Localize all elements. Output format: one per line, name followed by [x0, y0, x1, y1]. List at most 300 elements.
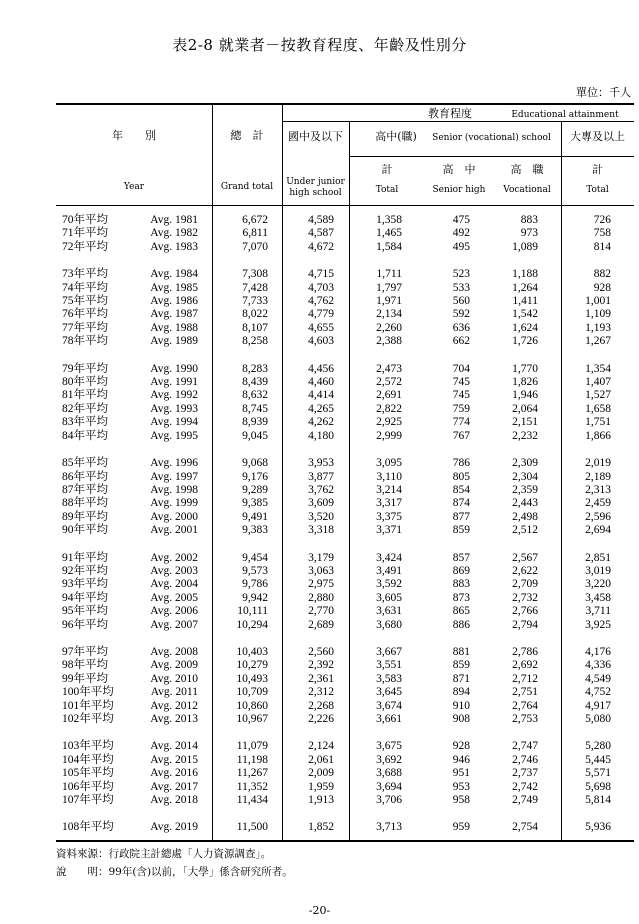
value-cell: 874	[452, 497, 470, 510]
value-cell: 5,080	[585, 713, 611, 725]
year-zh-cell: 88年平均	[62, 497, 108, 510]
table-row	[56, 565, 617, 578]
group-spacer	[56, 807, 617, 821]
value-cell: 1,411	[512, 295, 538, 308]
value-cell: 2,732	[512, 591, 538, 604]
value-cell: 745	[452, 376, 470, 389]
table-row	[56, 700, 617, 713]
value-cell: 908	[452, 713, 470, 725]
value-cell: 814	[593, 240, 611, 253]
unit-label: 單位：千人	[576, 86, 631, 99]
table-row	[56, 659, 617, 672]
value-cell: 4,672	[308, 240, 334, 253]
header-total-zh: 總 計	[230, 129, 264, 142]
year-zh-cell: 99年平均	[62, 672, 108, 685]
value-cell: 865	[452, 605, 470, 618]
table-row	[56, 619, 617, 632]
value-cell: 953	[452, 780, 470, 793]
header-vocational-en: Vocational	[503, 185, 551, 195]
value-cell: 3,675	[376, 740, 402, 753]
value-cell: 3,661	[376, 713, 402, 725]
value-cell: 3,371	[376, 524, 402, 537]
year-en-cell: Avg. 1989	[150, 335, 198, 348]
value-cell: 2,751	[512, 686, 538, 699]
value-cell: 523	[452, 268, 470, 281]
group-spacer	[56, 349, 617, 363]
value-cell: 1,001	[585, 295, 611, 308]
value-cell: 2,691	[376, 389, 402, 402]
value-cell: 2,794	[512, 618, 538, 631]
value-cell: 2,747	[512, 740, 538, 753]
table-row	[56, 389, 617, 402]
value-cell: 1,264	[512, 281, 538, 294]
value-cell: 4,180	[308, 429, 334, 442]
year-zh-cell: 104年平均	[62, 753, 114, 766]
table-row	[56, 592, 617, 605]
value-cell: 894	[452, 686, 470, 699]
value-cell: 8,107	[242, 321, 268, 334]
value-cell: 2,560	[308, 645, 334, 658]
year-zh-cell: 78年平均	[62, 335, 108, 348]
year-en-cell: Avg. 1996	[150, 457, 198, 470]
value-cell: 4,603	[308, 335, 334, 348]
table-row	[56, 781, 617, 794]
table-row	[56, 686, 617, 699]
value-cell: 2,786	[512, 645, 538, 658]
table-row	[56, 308, 617, 321]
value-cell: 11,500	[236, 821, 268, 834]
value-cell: 9,454	[242, 551, 268, 564]
value-cell: 2,689	[308, 618, 334, 631]
value-cell: 9,068	[242, 457, 268, 470]
value-cell: 859	[452, 524, 470, 537]
value-cell: 5,571	[585, 767, 611, 780]
value-cell: 8,939	[242, 416, 268, 429]
value-cell: 3,551	[376, 659, 402, 672]
year-zh-cell: 92年平均	[62, 564, 108, 577]
value-cell: 3,491	[376, 564, 402, 577]
value-cell: 3,692	[376, 753, 402, 766]
header-total-en: Grand total	[220, 182, 274, 192]
table-row	[56, 335, 617, 348]
value-cell: 9,786	[242, 578, 268, 591]
value-cell: 3,318	[308, 524, 334, 537]
value-cell: 2,567	[512, 551, 538, 564]
value-cell: 4,762	[308, 295, 334, 308]
year-zh-cell: 73年平均	[62, 268, 108, 281]
value-cell: 2,622	[512, 564, 538, 577]
year-en-cell: Avg. 1982	[150, 227, 198, 240]
value-cell: 2,124	[308, 740, 334, 753]
value-cell: 928	[593, 281, 611, 294]
value-cell: 2,712	[512, 672, 538, 685]
year-zh-cell: 79年平均	[62, 362, 108, 375]
value-cell: 7,733	[242, 295, 268, 308]
value-cell: 4,779	[308, 308, 334, 321]
remark-note: 說 明：99年(含)以前，「大學」係含研究所者。	[56, 866, 293, 878]
value-cell: 2,925	[376, 416, 402, 429]
year-zh-cell: 100年平均	[62, 686, 114, 699]
value-cell: 6,672	[242, 214, 268, 226]
value-cell: 2,064	[512, 402, 538, 415]
group-spacer	[56, 443, 617, 457]
year-en-cell: Avg. 1985	[150, 281, 198, 294]
table-row	[56, 578, 617, 591]
value-cell: 11,352	[236, 780, 268, 793]
value-cell: 1,267	[585, 335, 611, 348]
value-cell: 4,262	[308, 416, 334, 429]
value-cell: 2,512	[512, 524, 538, 537]
year-zh-cell: 108年平均	[62, 821, 114, 834]
year-en-cell: Avg. 1992	[150, 389, 198, 402]
value-cell: 1,358	[376, 214, 402, 226]
value-cell: 871	[452, 672, 470, 685]
value-cell: 951	[452, 767, 470, 780]
value-cell: 1,527	[585, 389, 611, 402]
year-en-cell: Avg. 1994	[150, 416, 198, 429]
year-zh-cell: 89年平均	[62, 510, 108, 523]
group-spacer	[56, 726, 617, 740]
table-row	[56, 605, 617, 618]
value-cell: 1,797	[376, 281, 402, 294]
year-zh-cell: 106年平均	[62, 780, 114, 793]
value-cell: 4,715	[308, 268, 334, 281]
value-cell: 3,592	[376, 578, 402, 591]
year-zh-cell: 96年平均	[62, 618, 108, 631]
value-cell: 2,822	[376, 402, 402, 415]
table-row	[56, 794, 617, 807]
year-zh-cell: 98年平均	[62, 659, 108, 672]
header-year-zh: 年 別	[112, 129, 156, 142]
value-cell: 2,361	[308, 672, 334, 685]
value-cell: 9,289	[242, 483, 268, 496]
value-cell: 1,770	[512, 362, 538, 375]
value-cell: 3,583	[376, 672, 402, 685]
year-zh-cell: 87年平均	[62, 483, 108, 496]
header-senior-high-en: Senior high	[432, 185, 486, 195]
page-number: -20-	[308, 904, 331, 917]
value-cell: 2,498	[512, 510, 538, 523]
value-cell: 10,493	[236, 672, 268, 685]
year-en-cell: Avg. 1981	[150, 214, 198, 226]
value-cell: 4,336	[585, 659, 611, 672]
value-cell: 726	[593, 214, 611, 226]
value-cell: 3,680	[376, 618, 402, 631]
value-cell: 959	[452, 821, 470, 834]
value-cell: 2,851	[585, 551, 611, 564]
value-cell: 3,706	[376, 794, 402, 807]
value-cell: 2,754	[512, 821, 538, 834]
value-cell: 8,745	[242, 402, 268, 415]
value-cell: 9,573	[242, 564, 268, 577]
year-zh-cell: 82年平均	[62, 402, 108, 415]
header-year-en: Year	[123, 182, 145, 192]
value-cell: 492	[452, 227, 470, 240]
table-row	[56, 282, 617, 295]
year-zh-cell: 86年平均	[62, 470, 108, 483]
year-en-cell: Avg. 1990	[150, 362, 198, 375]
value-cell: 928	[452, 740, 470, 753]
value-cell: 9,491	[242, 510, 268, 523]
data-table	[56, 214, 617, 835]
value-cell: 3,631	[376, 605, 402, 618]
value-cell: 11,079	[236, 740, 268, 753]
group-spacer	[56, 254, 617, 268]
value-cell: 636	[452, 321, 470, 334]
table-row	[56, 552, 617, 565]
year-en-cell: Avg. 2009	[150, 659, 198, 672]
table-row	[56, 241, 617, 254]
value-cell: 5,445	[585, 753, 611, 766]
value-cell: 2,770	[308, 605, 334, 618]
value-cell: 2,999	[376, 429, 402, 442]
year-en-cell: Avg. 2019	[150, 821, 198, 834]
value-cell: 9,942	[242, 591, 268, 604]
year-en-cell: Avg. 2010	[150, 672, 198, 685]
value-cell: 10,403	[236, 645, 268, 658]
value-cell: 4,917	[585, 699, 611, 712]
value-cell: 3,674	[376, 699, 402, 712]
value-cell: 8,258	[242, 335, 268, 348]
value-cell: 8,632	[242, 389, 268, 402]
value-cell: 2,753	[512, 713, 538, 725]
table-row	[56, 673, 617, 686]
year-en-cell: Avg. 2003	[150, 564, 198, 577]
value-cell: 5,698	[585, 780, 611, 793]
year-zh-cell: 90年平均	[62, 524, 108, 537]
value-cell: 2,459	[585, 497, 611, 510]
source-note: 資料來源：行政院主計總處「人力資源調查」。	[56, 848, 272, 860]
year-en-cell: Avg. 1997	[150, 470, 198, 483]
value-cell: 1,913	[308, 794, 334, 807]
value-cell: 1,711	[376, 268, 402, 281]
year-en-cell: Avg. 2002	[150, 551, 198, 564]
value-cell: 886	[452, 618, 470, 631]
header-junior-en-2: high school	[289, 188, 342, 198]
header-sub-total-zh: 計	[381, 163, 393, 176]
value-cell: 7,070	[242, 240, 268, 253]
year-en-cell: Avg. 1983	[150, 240, 198, 253]
value-cell: 2,061	[308, 753, 334, 766]
value-cell: 2,392	[308, 659, 334, 672]
value-cell: 1,407	[585, 376, 611, 389]
year-zh-cell: 85年平均	[62, 457, 108, 470]
value-cell: 2,009	[308, 767, 334, 780]
year-en-cell: Avg. 2016	[150, 767, 198, 780]
year-en-cell: Avg. 2004	[150, 578, 198, 591]
value-cell: 9,045	[242, 429, 268, 442]
table-row	[56, 484, 617, 497]
table-row	[56, 227, 617, 240]
year-en-cell: Avg. 2011	[150, 686, 198, 699]
value-cell: 2,692	[512, 659, 538, 672]
value-cell: 1,089	[512, 240, 538, 253]
value-cell: 4,703	[308, 281, 334, 294]
table-row	[56, 767, 617, 780]
value-cell: 1,193	[585, 321, 611, 334]
value-cell: 2,746	[512, 753, 538, 766]
year-en-cell: Avg. 2014	[150, 740, 198, 753]
table-row	[56, 268, 617, 281]
value-cell: 495	[452, 240, 470, 253]
value-cell: 4,456	[308, 362, 334, 375]
value-cell: 10,709	[236, 686, 268, 699]
year-zh-cell: 70年平均	[62, 214, 108, 226]
value-cell: 4,587	[308, 227, 334, 240]
value-cell: 2,694	[585, 524, 611, 537]
value-cell: 5,814	[585, 794, 611, 807]
value-cell: 6,811	[242, 227, 268, 240]
year-en-cell: Avg. 2005	[150, 591, 198, 604]
table-row	[56, 430, 617, 443]
value-cell: 2,880	[308, 591, 334, 604]
year-zh-cell: 80年平均	[62, 376, 108, 389]
value-cell: 1,959	[308, 780, 334, 793]
year-zh-cell: 103年平均	[62, 740, 114, 753]
year-en-cell: Avg. 1991	[150, 376, 198, 389]
value-cell: 11,434	[236, 794, 268, 807]
table-row	[56, 322, 617, 335]
year-en-cell: Avg. 1999	[150, 497, 198, 510]
header-junior-zh: 國中及以下	[288, 130, 343, 143]
value-cell: 2,709	[512, 578, 538, 591]
year-zh-cell: 105年平均	[62, 767, 114, 780]
value-cell: 2,309	[512, 457, 538, 470]
value-cell: 2,473	[376, 362, 402, 375]
year-en-cell: Avg. 2007	[150, 618, 198, 631]
year-en-cell: Avg. 1988	[150, 321, 198, 334]
value-cell: 5,280	[585, 740, 611, 753]
value-cell: 4,752	[585, 686, 611, 699]
year-zh-cell: 107年平均	[62, 794, 114, 807]
year-zh-cell: 84年平均	[62, 429, 108, 442]
value-cell: 8,022	[242, 308, 268, 321]
value-cell: 2,313	[585, 483, 611, 496]
year-zh-cell: 77年平均	[62, 321, 108, 334]
value-cell: 3,694	[376, 780, 402, 793]
value-cell: 958	[452, 794, 470, 807]
table-row	[56, 646, 617, 659]
value-cell: 1,866	[585, 429, 611, 442]
value-cell: 883	[452, 578, 470, 591]
value-cell: 1,971	[376, 295, 402, 308]
value-cell: 1,584	[376, 240, 402, 253]
value-cell: 3,667	[376, 645, 402, 658]
value-cell: 3,063	[308, 564, 334, 577]
year-en-cell: Avg. 1993	[150, 402, 198, 415]
bottom-rule	[56, 840, 634, 842]
table-row	[56, 740, 617, 753]
value-cell: 3,645	[376, 686, 402, 699]
value-cell: 1,542	[512, 308, 538, 321]
header-bottom-rule	[56, 205, 634, 206]
value-cell: 5,936	[585, 821, 611, 834]
value-cell: 4,655	[308, 321, 334, 334]
value-cell: 2,134	[376, 308, 402, 321]
value-cell: 10,860	[236, 699, 268, 712]
table-row	[56, 403, 617, 416]
table-row	[56, 713, 617, 726]
value-cell: 3,179	[308, 551, 334, 564]
value-cell: 774	[452, 416, 470, 429]
year-zh-cell: 93年平均	[62, 578, 108, 591]
year-en-cell: Avg. 2006	[150, 605, 198, 618]
value-cell: 759	[452, 402, 470, 415]
value-cell: 2,268	[308, 699, 334, 712]
value-cell: 1,624	[512, 321, 538, 334]
value-cell: 7,428	[242, 281, 268, 294]
value-cell: 3,220	[585, 578, 611, 591]
value-cell: 2,260	[376, 321, 402, 334]
value-cell: 7,308	[242, 268, 268, 281]
value-cell: 2,151	[512, 416, 538, 429]
table-row	[56, 376, 617, 389]
value-cell: 2,742	[512, 780, 538, 793]
year-zh-cell: 83年平均	[62, 416, 108, 429]
header-edu-zh: 教育程度	[428, 107, 472, 120]
value-cell: 9,385	[242, 497, 268, 510]
value-cell: 9,383	[242, 524, 268, 537]
header-college-total-zh: 計	[592, 163, 603, 176]
table-title: 表2-8 就業者－按教育程度、年齡及性別分	[172, 36, 467, 54]
value-cell: 10,279	[236, 659, 268, 672]
value-cell: 2,312	[308, 686, 334, 699]
year-en-cell: Avg. 2008	[150, 645, 198, 658]
table-row	[56, 471, 617, 484]
value-cell: 857	[452, 551, 470, 564]
value-cell: 2,737	[512, 767, 538, 780]
value-cell: 1,658	[585, 402, 611, 415]
year-en-cell: Avg. 1984	[150, 268, 198, 281]
value-cell: 758	[593, 227, 611, 240]
header-senior-high-zh: 高 中	[442, 163, 476, 176]
year-zh-cell: 75年平均	[62, 295, 108, 308]
value-cell: 910	[452, 699, 470, 712]
header-college-total-en: Total	[586, 185, 609, 195]
table-row	[56, 363, 617, 376]
header-junior-en-1: Under junior	[286, 177, 345, 187]
year-zh-cell: 72年平均	[62, 240, 108, 253]
value-cell: 662	[452, 335, 470, 348]
group-spacer	[56, 632, 617, 646]
value-cell: 704	[452, 362, 470, 375]
value-cell: 2,764	[512, 699, 538, 712]
year-zh-cell: 94年平均	[62, 591, 108, 604]
value-cell: 2,232	[512, 429, 538, 442]
value-cell: 3,953	[308, 457, 334, 470]
value-cell: 2,572	[376, 376, 402, 389]
value-cell: 1,465	[376, 227, 402, 240]
value-cell: 973	[520, 227, 538, 240]
year-en-cell: Avg. 2017	[150, 780, 198, 793]
value-cell: 2,304	[512, 470, 538, 483]
sub-rule	[349, 156, 634, 157]
value-cell: 475	[452, 214, 470, 226]
year-zh-cell: 91年平均	[62, 551, 108, 564]
value-cell: 3,605	[376, 591, 402, 604]
value-cell: 869	[452, 564, 470, 577]
table-row	[56, 524, 617, 537]
year-en-cell: Avg. 2000	[150, 510, 198, 523]
year-zh-cell: 102年平均	[62, 713, 114, 725]
year-zh-cell: 95年平均	[62, 605, 108, 618]
value-cell: 3,458	[585, 591, 611, 604]
value-cell: 10,294	[236, 618, 268, 631]
table-row	[56, 511, 617, 524]
value-cell: 3,877	[308, 470, 334, 483]
value-cell: 3,019	[585, 564, 611, 577]
edu-rule	[282, 121, 634, 122]
